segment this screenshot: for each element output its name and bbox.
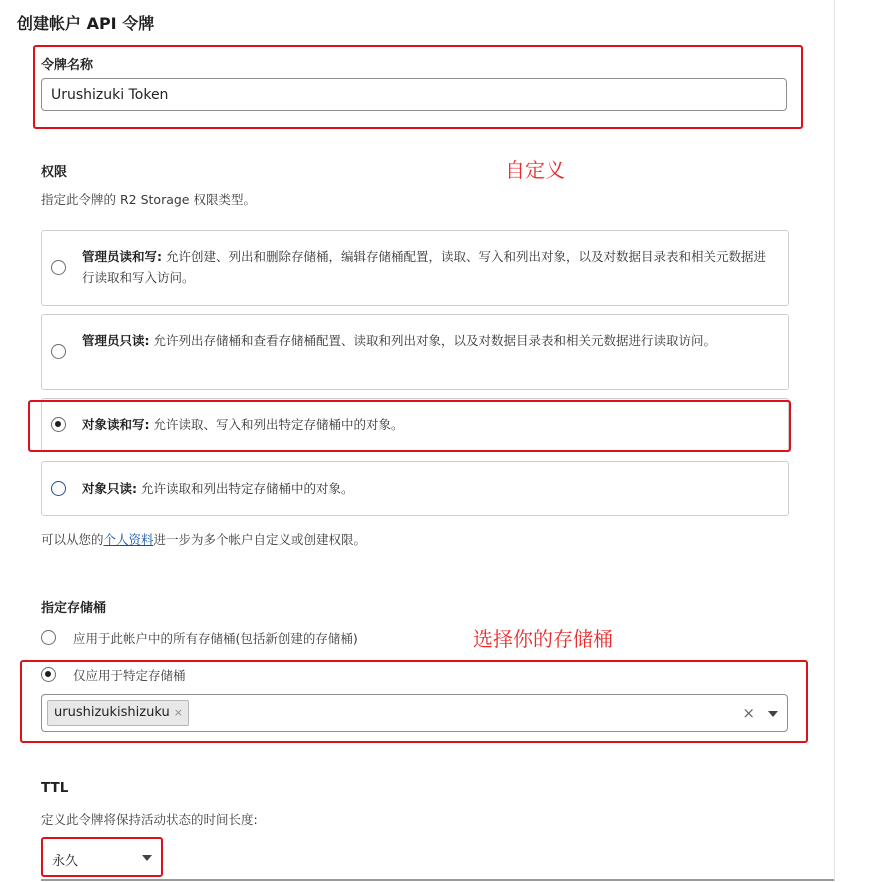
annotation-custom-text: 自定义 bbox=[505, 158, 565, 182]
specific-buckets-option-label: 仅应用于特定存储桶 bbox=[73, 668, 186, 683]
all-buckets-option-label: 应用于此帐户中的所有存储桶(包括新创建的存储桶) bbox=[73, 631, 358, 646]
bucket-tag: urushizukishizuku × bbox=[47, 700, 189, 726]
content-divider bbox=[834, 0, 835, 882]
permissions-footer: 可以从您的个人资料进一步为多个帐户自定义或创建权限。 bbox=[41, 532, 367, 547]
option-admin-read-only-text: 管理员只读: 允许列出存储桶和查看存储桶配置、读取和列出对象，以及对数据目录表和相关元数据进行读取访问。 bbox=[82, 333, 716, 348]
annotation-token-name-box bbox=[33, 45, 803, 129]
annotation-ttl-box bbox=[41, 837, 163, 877]
page-title: 创建帐户 API 令牌 bbox=[17, 14, 155, 33]
buckets-label: 指定存储桶 bbox=[41, 601, 107, 616]
radio-object-read-only[interactable] bbox=[51, 481, 66, 496]
radio-all-buckets[interactable] bbox=[41, 630, 56, 645]
radio-admin-read-write[interactable] bbox=[51, 260, 66, 275]
option-object-read-only-text: 对象只读: 允许读取和列出特定存储桶中的对象。 bbox=[82, 481, 354, 496]
permission-option-admin-read-only[interactable] bbox=[41, 314, 789, 390]
permission-option-object-read-only[interactable] bbox=[41, 461, 789, 516]
annotation-bucket-box bbox=[20, 660, 808, 743]
permissions-label: 权限 bbox=[41, 165, 68, 180]
clear-selection-icon[interactable]: × bbox=[742, 704, 755, 722]
annotation-permission-box bbox=[28, 400, 791, 452]
option-admin-read-write-text: 管理员读和写: 允许创建、列出和删除存储桶，编辑存储桶配置，读取、写入和列出对象，以及对数据目录表和相关元数据进行读取和写入访问。 bbox=[82, 249, 766, 285]
ttl-description: 定义此令牌将保持活动状态的时间长度: bbox=[41, 812, 258, 827]
tag-remove-icon[interactable]: × bbox=[173, 706, 183, 719]
token-name-label: 令牌名称 bbox=[41, 58, 94, 73]
profile-link[interactable]: 个人资料 bbox=[103, 532, 154, 547]
annotation-choose-bucket-text: 选择你的存储桶 bbox=[473, 627, 613, 651]
permission-option-admin-read-write[interactable] bbox=[41, 230, 789, 306]
option-object-read-write-text: 对象读和写: 允许读取、写入和列出特定存储桶中的对象。 bbox=[82, 417, 404, 432]
bottom-divider bbox=[41, 879, 834, 881]
permissions-description: 指定此令牌的 R2 Storage 权限类型。 bbox=[41, 192, 256, 207]
ttl-selected-value: 永久 bbox=[52, 854, 79, 869]
radio-admin-read-only[interactable] bbox=[51, 344, 66, 359]
ttl-label: TTL bbox=[41, 780, 69, 796]
